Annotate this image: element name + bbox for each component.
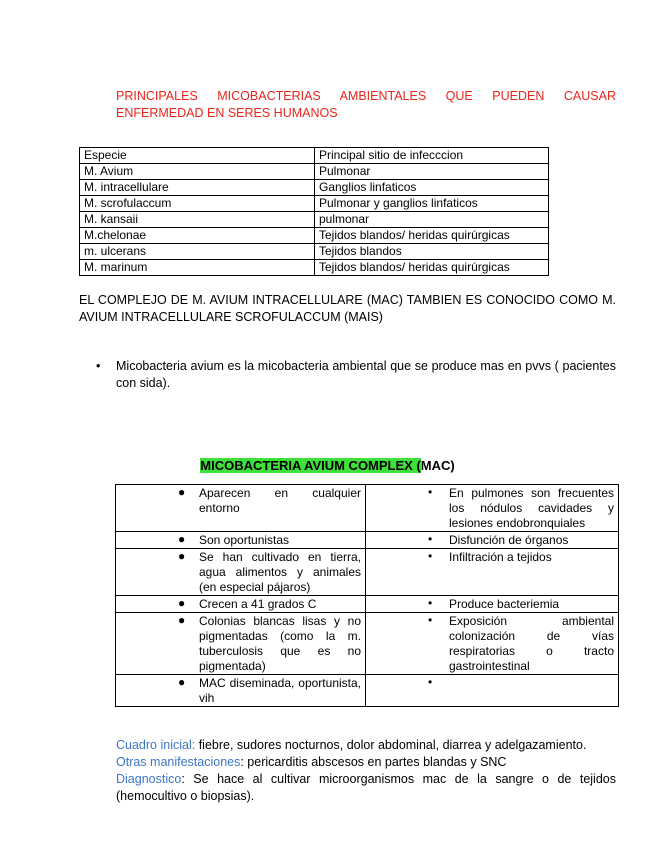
species-name-cell: M. kansaii (80, 212, 315, 228)
infection-site-cell: Tejidos blandos (315, 244, 549, 260)
mac-characteristic: Crecen a 41 grados C (199, 597, 317, 611)
mac-table-title (0, 457, 655, 474)
table-row (80, 180, 549, 196)
bullet-text: Micobacteria avium es la micobacteria ambiental que se produce mas en pvvs ( pacientes con sida). (116, 359, 616, 390)
species-table-header-row (80, 148, 549, 164)
species-header-especie: Especie (80, 148, 315, 164)
note-label: Cuadro inicial: (116, 738, 196, 752)
mac-characteristic: Colonias blancas lisas y no pigmentadas (como la m. tuberculosis que es no pigmentada) (199, 614, 361, 673)
note-text: : Se hace al cultivar microorganismos mac de la sangre o de tejidos (hemocultivo o biopsias). (116, 772, 616, 803)
species-name-cell: m. ulcerans (80, 244, 315, 260)
table-row (80, 228, 549, 244)
table-row (116, 485, 619, 532)
bullet-icon: • (428, 549, 433, 563)
infection-site-cell: Tejidos blandos/ heridas quirúrgicas (315, 260, 549, 276)
mac-paragraph: EL COMPLEJO DE M. AVIUM INTRACELLULARE (MAC) TAMBIEN ES CONOCIDO COMO M. AVIUM INTRACELLULARE SCROFULACCUM (MAIS) (79, 293, 616, 324)
table-row (80, 196, 549, 212)
mac-manifestation: Exposición ambiental colonización de vías respiratorias o tracto gastrointestinal (449, 614, 614, 673)
note-label: Diagnostico (116, 772, 182, 786)
bullet-icon: ● (178, 549, 186, 563)
note-text: fiebre, sudores nocturnos, dolor abdominal, diarrea y adelgazamiento. (195, 738, 587, 752)
bullet-icon: • (428, 675, 433, 689)
mac-characteristic: Son oportunistas (199, 533, 290, 547)
mac-manifestation: Infiltración a tejidos (449, 550, 552, 564)
infection-site-cell: Tejidos blandos/ heridas quirúrgicas (315, 228, 549, 244)
infection-site-cell: Ganglios linfaticos (315, 180, 549, 196)
table-row (116, 532, 619, 549)
species-name-cell: M. scrofulaccum (80, 196, 315, 212)
notes-section (116, 737, 616, 805)
mac-manifestation (449, 676, 614, 691)
bullet-icon: ● (178, 596, 186, 610)
mac-characteristic: Se han cultivado en tierra, agua alimentos y animales (en especial pájaros) (199, 550, 361, 594)
species-name-cell: M. marinum (80, 260, 315, 276)
table-row (80, 164, 549, 180)
note-label: Otras manifestaciones (116, 755, 241, 769)
table-row (116, 675, 619, 707)
species-name-cell: M.chelonae (80, 228, 315, 244)
note-otras-manifestaciones (116, 754, 616, 771)
mac-title-highlighted: MICOBACTERIA AVIUM COMPLEX ( (200, 458, 421, 473)
bullet-icon: • (428, 532, 433, 546)
species-header-sitio: Principal sitio de infecccion (315, 148, 549, 164)
table-row (116, 596, 619, 613)
table-row (80, 260, 549, 276)
bullet-icon: ● (178, 532, 186, 546)
note-diagnostico (116, 771, 616, 805)
bullet-icon: • (96, 359, 101, 373)
bullet-icon: • (428, 485, 433, 499)
mac-title-rest: MAC) (420, 458, 455, 473)
bullet-icon: ● (178, 613, 186, 627)
mac-characteristic: Aparecen en cualquier entorno (199, 486, 361, 515)
note-cuadro-inicial (116, 737, 616, 754)
bullet-icon: ● (178, 485, 186, 499)
mac-table (115, 484, 619, 707)
mac-characteristic: MAC diseminada, oportunista, vih (199, 676, 361, 705)
page-heading: PRINCIPALES MICOBACTERIAS AMBIENTALES QUE PUEDEN CAUSAR ENFERMEDAD EN SERES HUMANOS (116, 89, 616, 120)
infection-site-cell: pulmonar (315, 212, 549, 228)
bullet-icon: • (428, 613, 433, 627)
note-text: : pericarditis abscesos en partes blandas y SNC (240, 755, 507, 769)
mac-manifestation: Produce bacteriemia (449, 597, 560, 611)
table-row (116, 613, 619, 675)
bullet-list-item (96, 358, 616, 392)
mac-manifestation: En pulmones son frecuentes los nódulos cavidades y lesiones endobronquiales (449, 486, 614, 530)
table-row (80, 244, 549, 260)
infection-site-cell: Pulmonar y ganglios linfaticos (315, 196, 549, 212)
table-row (80, 212, 549, 228)
table-row (116, 549, 619, 596)
species-name-cell: M. intracellulare (80, 180, 315, 196)
bullet-icon: ● (178, 675, 186, 689)
infection-site-cell: Pulmonar (315, 164, 549, 180)
species-name-cell: M. Avium (80, 164, 315, 180)
species-table (79, 147, 549, 276)
bullet-icon: • (428, 596, 433, 610)
mac-manifestation: Disfunción de órganos (449, 533, 569, 547)
